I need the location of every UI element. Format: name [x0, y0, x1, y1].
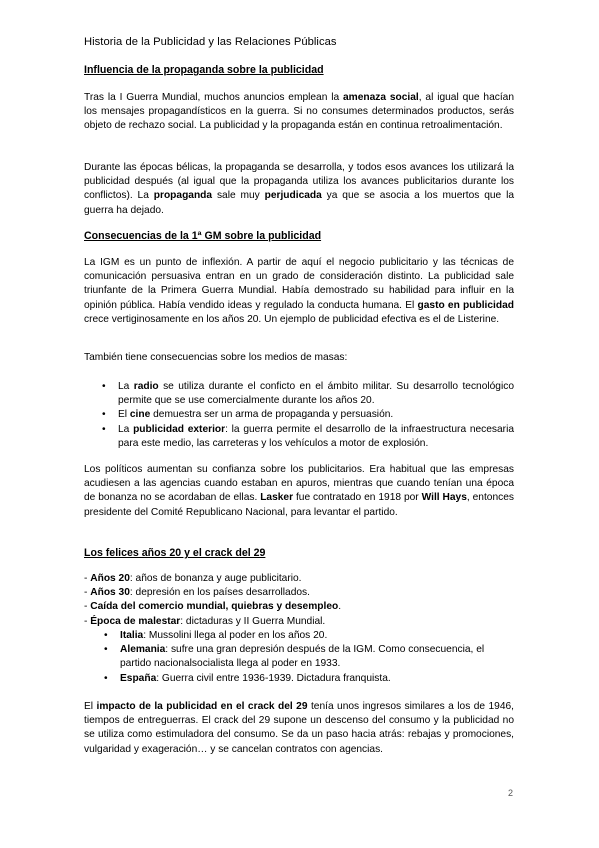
bold-term: perjudicada	[264, 190, 322, 202]
running-header: Historia de la Publicidad y las Relaciones Públicas	[84, 36, 337, 48]
paragraph-medios-intro: También tiene consecuencias sobre los medios de masas:	[84, 352, 348, 363]
list-item: • España: Guerra civil entre 1936-1939. Dictadura franquista.	[84, 672, 514, 686]
section-heading-crack: Los felices años 20 y el crack del 29	[84, 547, 266, 559]
list-item: • La publicidad exterior: la guerra permite el desarrollo de la infraestructura necesaria para este medio, las carreteras y los vehículos a motor de explosión.	[102, 423, 515, 449]
list-item: - Caída del comercio mundial, quiebras y desempleo.	[84, 601, 342, 613]
bold-term: Will Hays	[421, 492, 467, 504]
list-item: • Italia: Mussolini llega al poder en los años 20.	[84, 629, 514, 643]
bullet-icon: •	[102, 409, 106, 421]
list-item: • El cine demuestra ser un arma de propaganda y persuasión.	[84, 408, 514, 422]
bullet-icon: •	[102, 423, 106, 435]
paragraph-impacto-crack: El impacto de la publicidad en el crack del 29 tenía unos ingresos similares a los de 1946, tiempos de entreguerras. El crack del 29 supone un descenso del consumo y la publicidad no se utiliza como estimuladora del consumo. Se da un paso hacia atrás: rebajas y promociones, vulgaridad y exageración… y se cancelan contratos con agencias.	[84, 701, 515, 755]
bullet-icon: •	[104, 672, 108, 684]
bold-term: impacto de la publicidad en el crack del 29	[96, 701, 308, 712]
bold-term: propaganda	[153, 190, 213, 202]
list-item: • Alemania: sufre una gran depresión después de la IGM. Como consecuencia, el partido nacionalsocialista llega al poder en 1933.	[104, 644, 485, 670]
bullet-icon: •	[104, 630, 108, 641]
country-bullet-list	[84, 629, 514, 686]
paragraph-consecuencias-1: La IGM es un punto de inflexión. A partir de aquí el negocio publicitario y las técnicas de comunicación persuasiva entran en un grado de consideración distinto. La publicidad sale triunfante de la Primera Guerra Mundial. Había demostrado su habilidad para influir en la opinión pública. Había vendido ideas y regulado la conducta humana. El gasto en publicidad crece vertiginosamente en los años 20. Un ejemplo de publicidad efectiva es el de Listerine.	[84, 257, 514, 325]
bold-term: Lasker	[260, 492, 294, 504]
list-item: - Años 20: años de bonanza y auge publicitario.	[84, 573, 302, 584]
bold-term: amenaza social	[343, 92, 419, 103]
section-heading-consecuencias: Consecuencias de la 1ª GM sobre la publicidad	[84, 230, 322, 242]
decades-dash-list	[84, 572, 514, 629]
media-bullet-list	[84, 380, 514, 451]
section-heading-propaganda: Influencia de la propaganda sobre la publicidad	[84, 64, 324, 76]
bullet-icon: •	[102, 381, 106, 392]
bullet-icon: •	[104, 644, 108, 656]
page-number: 2	[508, 788, 514, 798]
paragraph-propaganda-1: Tras la I Guerra Mundial, muchos anuncios emplean la amenaza social, al igual que hacían los mensajes propagandísticos en la guerra. Si no consumes determinados productos, serás objeto de rechazo social. La publicidad y la propaganda están en continua retroalimentación.	[84, 92, 514, 132]
paragraph-propaganda-2: Durante las épocas bélicas, la propaganda se desarrolla, y todos esos avances los utilizará la publicidad después (al igual que la propaganda utiliza los avances publicitarios durante los conflictos). La propaganda sale muy perjudicada ya que se asocia a los muertos que la guerra ha dejado.	[84, 162, 514, 216]
paragraph-politicos: Los políticos aumentan su confianza sobre los publicitarios. Era habitual que las empresas acudiesen a las agencias cuando estaban en apuros, mientras que cuando tenían una época de bonanza no se acordaban de ellas. Lasker fue contratado en 1918 por Will Hays, entonces presidente del Comité Republicano Nacional, para levantar el partido.	[84, 464, 514, 518]
list-item: • La radio se utiliza durante el conficto en el ámbito militar. Su desarrollo tecnológico permite que se use comercialmente durante los años 20.	[102, 381, 514, 407]
list-item: - Años 30: depresión en los países desarrollados.	[84, 587, 310, 599]
bold-term: gasto en publicidad	[417, 299, 514, 311]
list-item: - Época de malestar: dictaduras y II Guerra Mundial.	[84, 615, 326, 627]
